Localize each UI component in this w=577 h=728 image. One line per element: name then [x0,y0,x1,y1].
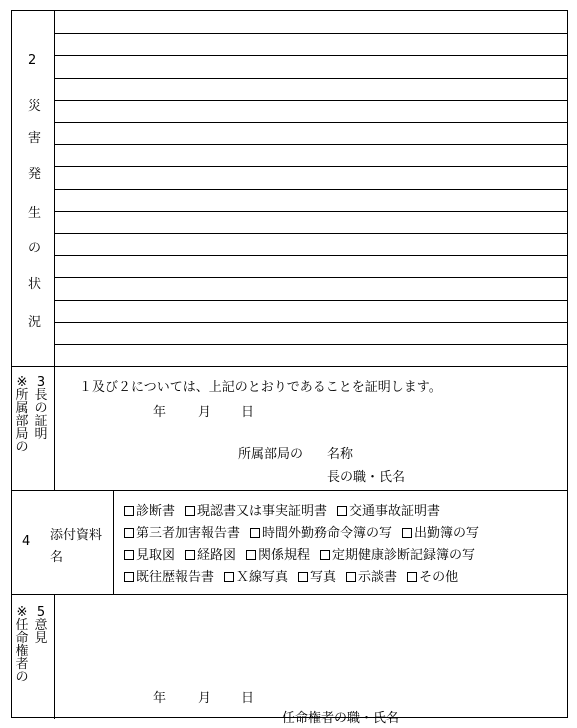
disaster-status-label-char: 生 [28,206,42,221]
writing-line [55,300,567,301]
vertical-label-char: 長 [34,388,48,403]
attachment-label: 交通事故証明書 [349,504,441,519]
attachment-checkbox-item[interactable] [185,548,236,563]
attachment-row [124,522,489,541]
attachment-checkbox-item[interactable] [407,570,458,585]
vertical-label-char: 命 [15,631,29,646]
attachment-label: 写真 [310,570,337,585]
opinion-date-year-label: 年 [153,691,167,706]
attachment-checkbox-item[interactable] [185,504,327,519]
attachment-checkbox-item[interactable] [320,548,475,563]
date-year-label: 年 [153,405,167,420]
department-certification-section [12,367,567,491]
attachment-checkbox-item[interactable] [346,570,397,585]
disaster-status-label-char: の [28,241,42,256]
attachment-checkbox-item[interactable] [246,548,310,563]
writing-line [55,233,567,234]
checkbox[interactable] [250,528,260,538]
attachment-label: 出勤簿の写 [414,526,480,541]
attachment-label: 関係規程 [258,548,311,563]
attachment-checkbox-item[interactable] [337,504,440,519]
attachment-label: 診断書 [136,504,176,519]
writing-line [55,33,567,34]
name-label: 名称 [327,447,354,462]
checkbox[interactable] [224,572,234,582]
vertical-label-char: 3 [36,375,46,390]
vertical-label-char: ※ [16,375,28,390]
writing-line [55,344,567,345]
writing-line [55,189,567,190]
attachment-label: 示談書 [358,570,398,585]
vertical-label-char: 属 [15,401,29,416]
writing-line [55,277,567,278]
attachments-label-line2: 名 [50,550,64,565]
disaster-status-section [12,11,567,367]
writing-line [55,322,567,323]
attachment-label: 見取図 [136,548,176,563]
writing-line [55,255,567,256]
writing-line [55,100,567,101]
head-title-name-label: 長の職・氏名 [327,470,406,485]
vertical-label-char: 証 [34,414,48,429]
date-month-label: 月 [198,405,212,420]
checkbox[interactable] [124,528,134,538]
attachments-label-line1: 添付資料 [50,528,103,543]
attachment-checkbox-item[interactable] [250,526,392,541]
appointing-authority-signer-label: 任命権者の職・氏名 [282,711,400,726]
disaster-status-label-cell [12,11,55,366]
vertical-label-char: 局 [15,427,29,442]
attachment-checkbox-item[interactable] [124,526,240,541]
certification-form [11,10,568,726]
attachment-label: その他 [419,570,459,585]
vertical-label-char: 見 [34,631,48,646]
attachment-checkbox-item[interactable] [124,570,214,585]
vertical-label-char: 所 [15,388,29,403]
vertical-label-char: 任 [15,618,29,633]
department-certification-label-col1 [15,377,29,455]
certification-statement: １及び２については、上記のとおりであることを証明します。 [79,380,442,395]
disaster-status-label-char: 害 [28,131,42,146]
vertical-label-char: ※ [16,605,28,620]
checkbox[interactable] [407,572,417,582]
writing-line [55,166,567,167]
attachment-label: 時間外勤務命令簿の写 [262,526,393,541]
attachment-label: 既往歴報告書 [136,570,215,585]
appointing-authority-label-cell [12,595,55,719]
vertical-label-char: 権 [15,644,29,659]
checkbox[interactable] [185,550,195,560]
disaster-status-label-char: 災 [28,99,42,114]
attachment-row [124,566,468,585]
disaster-status-label-char: 況 [28,315,42,330]
checkbox[interactable] [185,506,195,516]
attachment-checkbox-item[interactable] [124,504,175,519]
opinion-date-month-label: 月 [198,691,212,706]
attachment-row [124,500,450,519]
vertical-label-char: 者 [15,657,29,672]
attachment-checkbox-item[interactable] [124,548,175,563]
disaster-status-label-char: 発 [28,167,42,182]
disaster-status-label-char: 状 [28,277,42,292]
attachment-label: 現認書又は事実証明書 [197,504,328,519]
writing-line [55,78,567,79]
checkbox[interactable] [298,572,308,582]
vertical-label-char: の [15,670,29,685]
checkbox[interactable] [124,572,134,582]
writing-line [55,122,567,123]
attachment-label: 経路図 [197,548,237,563]
checkbox[interactable] [246,550,256,560]
writing-line [55,55,567,56]
attachment-label: 定期健康診断記録簿の写 [332,548,476,563]
disaster-status-label-char: 2 [28,53,37,68]
writing-line [55,144,567,145]
checkbox[interactable] [346,572,356,582]
attachment-label: 第三者加害報告書 [136,526,241,541]
attachment-checkbox-item[interactable] [224,570,288,585]
vertical-label-char: 明 [34,427,48,442]
appointing-authority-section [12,595,567,726]
vertical-label-char: の [15,440,29,455]
checkbox[interactable] [320,550,330,560]
department-certification-label-cell [12,367,55,490]
checkbox[interactable] [124,506,134,516]
vertical-label-char: 意 [34,618,48,633]
vertical-label-char: 部 [15,414,29,429]
attachment-checkbox-item[interactable] [298,570,336,585]
attachment-row [124,544,485,563]
attachment-label: Ｘ線写真 [236,570,289,585]
checkbox[interactable] [337,506,347,516]
writing-line [55,211,567,212]
appointing-authority-label-col2 [34,607,48,646]
checkbox[interactable] [124,550,134,560]
attachment-checkbox-item[interactable] [402,526,479,541]
vertical-label-char: 5 [36,605,46,620]
date-day-label: 日 [241,405,255,420]
vertical-label-char: の [34,401,48,416]
opinion-date-day-label: 日 [241,691,255,706]
attachments-number: 4 [22,534,31,549]
attachments-label-cell [12,491,114,594]
department-label: 所属部局の [238,447,304,462]
checkbox[interactable] [402,528,412,538]
attachments-section [12,491,567,595]
department-certification-label-col2 [34,377,48,442]
appointing-authority-label-col1 [15,607,29,685]
